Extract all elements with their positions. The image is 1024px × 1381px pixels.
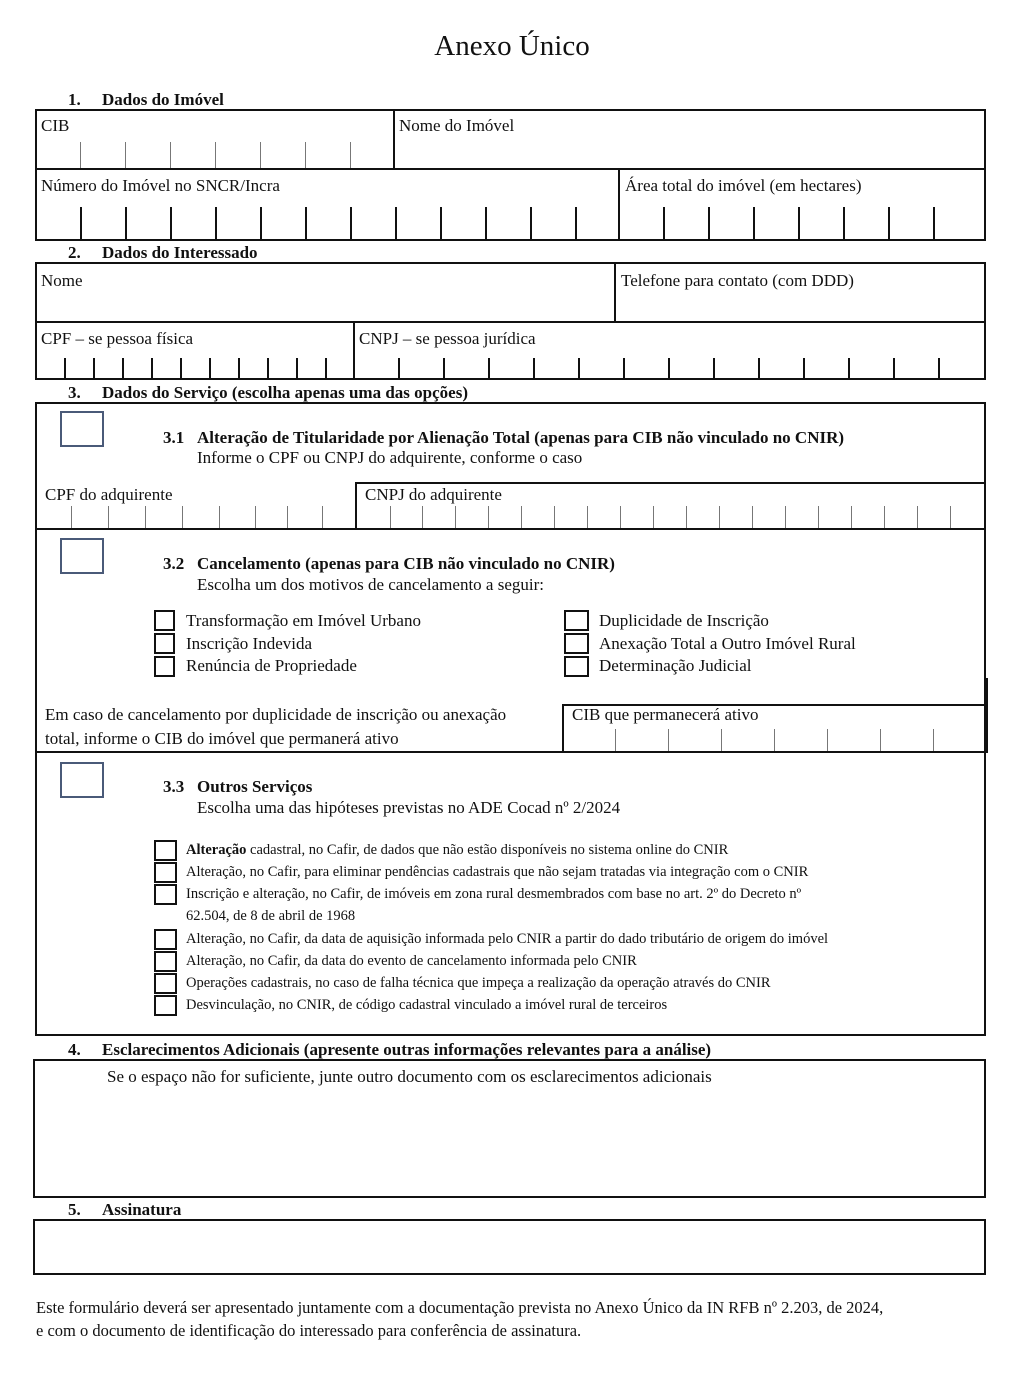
other-service-1-label-bold: Alteração bbox=[186, 842, 247, 858]
option-3-1-checkbox[interactable] bbox=[60, 411, 104, 447]
phone-input[interactable] bbox=[616, 292, 984, 320]
section-3-title: Dados do Serviço (escolha apenas uma das opções) bbox=[102, 383, 468, 402]
duplicate-registration-label: Duplicidade de Inscrição bbox=[599, 611, 769, 630]
section-5-number: 5. bbox=[68, 1200, 81, 1219]
sncr-label: Número do Imóvel no SNCR/Incra bbox=[41, 176, 280, 195]
other-service-3-label-line1: Inscrição e alteração, no Cafir, de imóveis em zona rural desmembrados com base no art. 2º do Decreto nº bbox=[186, 886, 802, 902]
option-3-3-checkbox[interactable] bbox=[60, 762, 104, 798]
duplicate-registration-checkbox[interactable] bbox=[564, 610, 589, 631]
acquirer-cpf-label: CPF do adquirente bbox=[45, 485, 173, 504]
section-2-heading bbox=[68, 243, 258, 263]
improper-registration-label: Inscrição Indevida bbox=[186, 634, 313, 653]
option-3-1-number: 3.1 bbox=[163, 428, 185, 447]
name-label: Nome bbox=[41, 271, 83, 290]
area-label: Área total do imóvel (em hectares) bbox=[625, 176, 862, 195]
option-3-2-number: 3.2 bbox=[163, 554, 185, 573]
acquirer-cnpj-input[interactable] bbox=[355, 504, 986, 528]
other-service-4-label: Alteração, no Cafir, da data de aquisição informada pelo CNIR a partir do dado tributário de origem do imóvel bbox=[186, 931, 829, 947]
option-3-3-title-text: Outros Serviços bbox=[197, 777, 313, 796]
page-title: Anexo Único bbox=[434, 30, 590, 62]
acquirer-cpf-input[interactable] bbox=[35, 504, 355, 528]
other-service-2-label: Alteração, no Cafir, para eliminar pendências cadastrais que não sejam tratadas via integração com o CNIR bbox=[186, 864, 809, 880]
section-4-heading bbox=[68, 1040, 711, 1060]
cancel-note-line1: Em caso de cancelamento por duplicidade de inscrição ou anexação bbox=[45, 705, 507, 724]
signature-field[interactable] bbox=[33, 1219, 986, 1275]
area-input[interactable] bbox=[618, 204, 986, 241]
other-service-1-checkbox[interactable] bbox=[154, 840, 177, 861]
section-2-number: 2. bbox=[68, 243, 81, 262]
option-3-1-title-text: Alteração de Titularidade por Alienação Total (apenas para CIB não vinculado no CNIR) bbox=[197, 428, 845, 447]
other-service-6-label: Operações cadastrais, no caso de falha técnica que impeça a realização da operação através do CNIR bbox=[186, 975, 771, 991]
other-service-7-checkbox[interactable] bbox=[154, 995, 177, 1016]
other-service-5-label: Alteração, no Cafir, da data do evento de cancelamento informada pelo CNIR bbox=[186, 953, 637, 969]
footer-note bbox=[36, 1296, 883, 1342]
other-service-4-checkbox[interactable] bbox=[154, 929, 177, 950]
option-3-2-title bbox=[163, 554, 615, 574]
option-3-3-number: 3.3 bbox=[163, 777, 185, 796]
option-3-2-subtitle: Escolha um dos motivos de cancelamento a seguir: bbox=[197, 575, 544, 594]
cnpj-input[interactable] bbox=[353, 356, 986, 380]
section-1-number: 1. bbox=[68, 90, 81, 109]
footer-line-1: Este formulário deverá ser apresentado juntamente com a documentação prevista no Anexo Único da IN RFB nº 2.203, de 2024, bbox=[36, 1298, 884, 1317]
option-3-2-title-text: Cancelamento (apenas para CIB não vinculado no CNIR) bbox=[197, 554, 615, 573]
cancel-note-line2: total, informe o CIB do imóvel que permanerá ativo bbox=[45, 729, 399, 748]
section-2-title: Dados do Interessado bbox=[102, 243, 258, 262]
section-4-title: Esclarecimentos Adicionais (apresente outras informações relevantes para a análise) bbox=[102, 1040, 712, 1059]
name-input[interactable] bbox=[37, 292, 612, 320]
cpf-label: CPF – se pessoa física bbox=[41, 329, 194, 348]
footer-line-2: e com o documento de identificação do interessado para conferência de assinatura. bbox=[36, 1321, 582, 1340]
urban-transformation-checkbox[interactable] bbox=[154, 610, 175, 631]
cib-label: CIB bbox=[41, 116, 70, 135]
option-3-3-title bbox=[163, 777, 312, 797]
other-service-2-checkbox[interactable] bbox=[154, 862, 177, 883]
option-3-1-title bbox=[163, 428, 844, 448]
section-3-number: 3. bbox=[68, 383, 81, 402]
section-1-heading bbox=[68, 90, 224, 110]
phone-label: Telefone para contato (com DDD) bbox=[621, 271, 854, 290]
section-3-heading bbox=[68, 383, 468, 403]
remaining-cib-input[interactable] bbox=[562, 727, 988, 751]
other-service-5-checkbox[interactable] bbox=[154, 951, 177, 972]
improper-registration-checkbox[interactable] bbox=[154, 633, 175, 654]
sncr-input[interactable] bbox=[35, 204, 618, 241]
urban-transformation-label: Transformação em Imóvel Urbano bbox=[186, 611, 421, 630]
other-service-6-checkbox[interactable] bbox=[154, 973, 177, 994]
cib-input[interactable] bbox=[35, 140, 393, 168]
total-annexation-checkbox[interactable] bbox=[564, 633, 589, 654]
option-3-1-subtitle: Informe o CPF ou CNPJ do adquirente, conforme o caso bbox=[197, 448, 583, 467]
additional-info-textarea[interactable] bbox=[36, 1090, 982, 1194]
other-service-1-label bbox=[186, 842, 728, 859]
other-service-1-label-rest: cadastral, no Cafir, de dados que não estão disponíveis no sistema online do CNIR bbox=[246, 842, 729, 858]
property-name-label: Nome do Imóvel bbox=[399, 116, 515, 135]
option-3-3-subtitle: Escolha uma das hipóteses previstas no ADE Cocad nº 2/2024 bbox=[197, 798, 621, 817]
judicial-determination-label: Determinação Judicial bbox=[599, 656, 752, 675]
other-service-7-label: Desvinculação, no CNIR, de código cadastral vinculado a imóvel rural de terceiros bbox=[186, 997, 668, 1013]
option-3-2-checkbox[interactable] bbox=[60, 538, 104, 574]
section-5-title: Assinatura bbox=[102, 1200, 182, 1219]
remaining-cib-label: CIB que permanecerá ativo bbox=[572, 705, 759, 724]
property-renunciation-checkbox[interactable] bbox=[154, 656, 175, 677]
property-name-input[interactable] bbox=[395, 135, 984, 167]
other-service-3-checkbox[interactable] bbox=[154, 884, 177, 905]
cnpj-label: CNPJ – se pessoa jurídica bbox=[359, 329, 536, 348]
cpf-input[interactable] bbox=[35, 356, 353, 380]
section-5-heading bbox=[68, 1200, 181, 1220]
additional-info-hint: Se o espaço não for suficiente, junte outro documento com os esclarecimentos adicionais bbox=[107, 1067, 712, 1086]
other-service-3-label-line2: 62.504, de 8 de abril de 1968 bbox=[186, 908, 356, 924]
property-renunciation-label: Renúncia de Propriedade bbox=[186, 656, 357, 675]
section-1-title: Dados do Imóvel bbox=[102, 90, 224, 109]
section-4-number: 4. bbox=[68, 1040, 81, 1059]
acquirer-cnpj-label: CNPJ do adquirente bbox=[365, 485, 502, 504]
judicial-determination-checkbox[interactable] bbox=[564, 656, 589, 677]
total-annexation-label: Anexação Total a Outro Imóvel Rural bbox=[599, 634, 856, 653]
